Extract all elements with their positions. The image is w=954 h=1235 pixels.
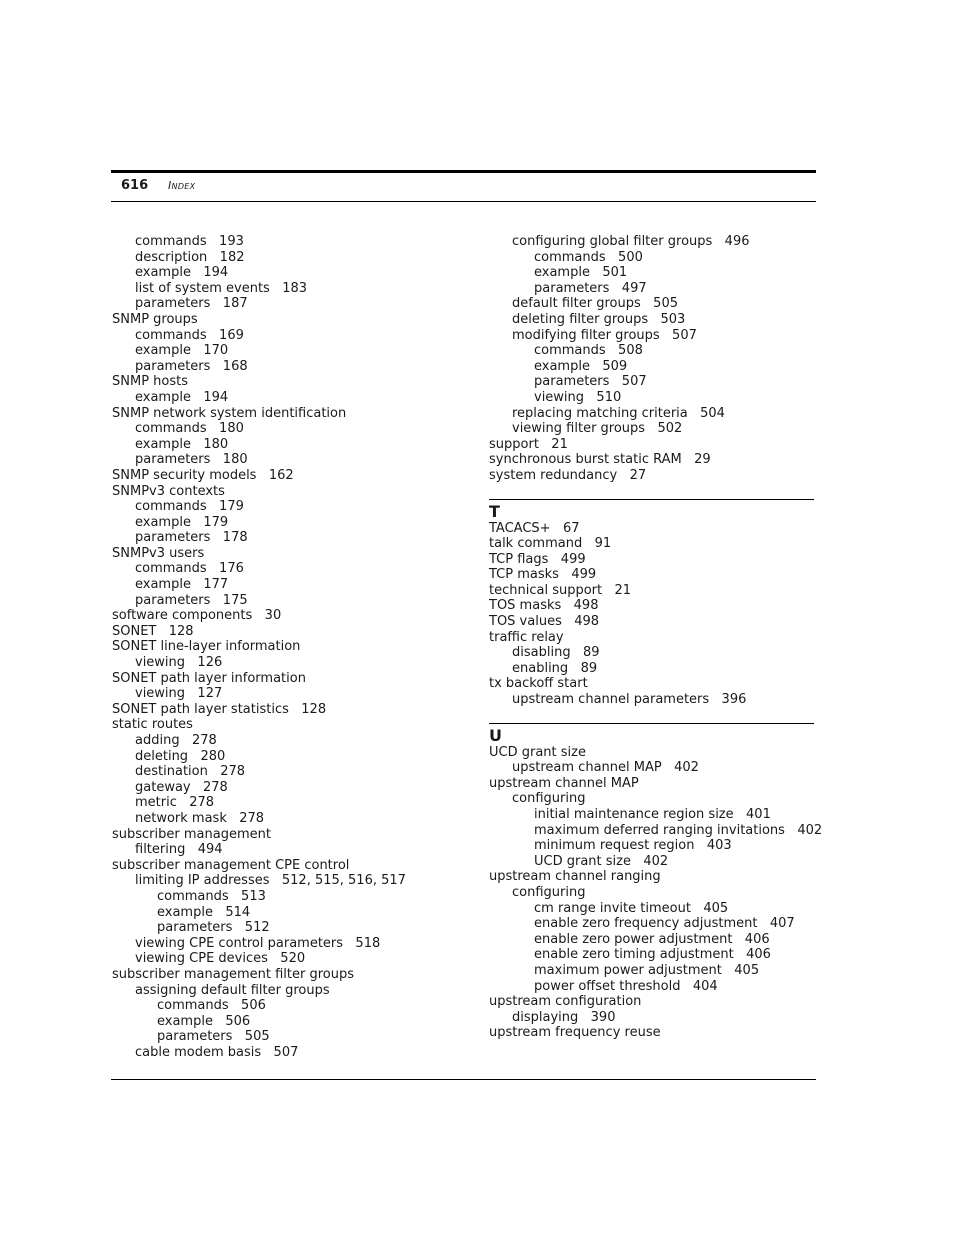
index-entry: example 179 bbox=[135, 514, 229, 530]
index-entry: parameters 512 bbox=[157, 920, 270, 936]
index-entry: initial maintenance region size 401 bbox=[534, 807, 771, 822]
index-continuation bbox=[489, 234, 829, 484]
index-column-left bbox=[112, 234, 452, 1060]
index-entry: static routes bbox=[112, 717, 193, 733]
index-entry: parameters 168 bbox=[135, 358, 248, 374]
index-entry: SONET 128 bbox=[112, 623, 194, 639]
index-entry: system redundancy 27 bbox=[489, 467, 647, 483]
index-entry: commands 169 bbox=[135, 327, 244, 343]
index-entry: enable zero power adjustment 406 bbox=[534, 931, 770, 947]
index-entry: SNMP network system identification bbox=[112, 405, 347, 421]
index-entry: software components 30 bbox=[112, 608, 282, 624]
section-divider bbox=[489, 499, 814, 500]
index-entry: power offset threshold 404 bbox=[534, 978, 718, 994]
index-entry: SNMP hosts bbox=[112, 374, 189, 390]
index-entry: upstream frequency reuse bbox=[489, 1025, 661, 1041]
index-entry: adding 278 bbox=[135, 733, 217, 748]
index-entry: parameters 175 bbox=[135, 592, 248, 608]
index-entry: SNMP security models 162 bbox=[112, 467, 294, 483]
index-entry: filtering 494 bbox=[135, 842, 223, 858]
running-head: Index bbox=[168, 179, 196, 192]
index-entry: list of system events 183 bbox=[135, 280, 308, 296]
index-entry: minimum request region 403 bbox=[534, 838, 732, 854]
index-entry: enable zero frequency adjustment 407 bbox=[534, 916, 795, 932]
index-entry: maximum power adjustment 405 bbox=[534, 962, 760, 978]
index-entry: synchronous burst static RAM 29 bbox=[489, 452, 711, 468]
page-number: 616 bbox=[121, 178, 149, 193]
index-entry: upstream configuration bbox=[489, 994, 642, 1010]
index-entry: example 170 bbox=[135, 343, 229, 359]
index-entry: UCD grant size bbox=[489, 744, 586, 760]
index-entry: traffic relay bbox=[489, 629, 564, 645]
index-entry: disabling 89 bbox=[512, 645, 600, 661]
index-entry: gateway 278 bbox=[135, 779, 228, 795]
index-entry: example 509 bbox=[534, 358, 628, 374]
index-entry: SNMPv3 contexts bbox=[112, 483, 225, 499]
index-entry: destination 278 bbox=[135, 764, 246, 780]
index-entry: commands 176 bbox=[135, 561, 244, 577]
index-entry: configuring bbox=[512, 884, 586, 900]
index-section-u bbox=[489, 723, 829, 1041]
index-entry: upstream channel ranging bbox=[489, 869, 661, 885]
index-entry: support 21 bbox=[489, 436, 568, 452]
index-entry: example 506 bbox=[157, 1013, 251, 1029]
index-entry: commands 193 bbox=[135, 234, 244, 249]
index-entry: deleting filter groups 503 bbox=[512, 311, 686, 327]
header-rule-bottom bbox=[111, 201, 816, 202]
index-entry: SONET path layer information bbox=[112, 670, 306, 686]
index-entry: viewing 127 bbox=[135, 686, 223, 702]
index-entry: limiting IP addresses 512, 515, 516, 517 bbox=[135, 873, 406, 889]
section-letter: T bbox=[489, 501, 500, 521]
index-entry: maximum deferred ranging invitations 402 bbox=[534, 822, 823, 838]
index-entry: upstream channel parameters 396 bbox=[512, 692, 747, 708]
index-entry: replacing matching criteria 504 bbox=[512, 405, 725, 421]
index-entry: parameters 187 bbox=[135, 296, 248, 312]
index-entry: viewing 126 bbox=[135, 655, 223, 671]
index-entry: TCP flags 499 bbox=[489, 551, 586, 567]
index-entry: enable zero timing adjustment 406 bbox=[534, 947, 771, 963]
index-entry: metric 278 bbox=[135, 795, 215, 811]
index-entry: commands 506 bbox=[157, 998, 266, 1014]
index-entry: example 514 bbox=[157, 904, 251, 920]
index-entry: TOS masks 498 bbox=[489, 598, 599, 614]
index-entry: viewing 510 bbox=[534, 389, 622, 405]
index-entry: parameters 178 bbox=[135, 530, 248, 546]
index-entry: network mask 278 bbox=[135, 810, 265, 826]
index-entry: example 194 bbox=[135, 389, 229, 405]
section-letter: U bbox=[489, 725, 502, 745]
index-entry: assigning default filter groups bbox=[135, 982, 330, 998]
index-entry: example 180 bbox=[135, 436, 229, 452]
index-entry: SONET path layer statistics 128 bbox=[112, 701, 327, 717]
index-entry: viewing CPE control parameters 518 bbox=[135, 935, 381, 951]
index-entry: example 501 bbox=[534, 265, 628, 281]
index-entry: displaying 390 bbox=[512, 1009, 616, 1025]
index-entry: modifying filter groups 507 bbox=[512, 327, 697, 343]
index-section-t bbox=[489, 499, 829, 708]
index-entry: parameters 505 bbox=[157, 1029, 270, 1045]
index-entry: SNMPv3 users bbox=[112, 545, 205, 561]
index-entry: cm range invite timeout 405 bbox=[534, 900, 729, 916]
index-entry: subscriber management bbox=[112, 826, 271, 842]
index-entry: enabling 89 bbox=[512, 660, 598, 676]
index-entry: subscriber management filter groups bbox=[112, 966, 354, 982]
index-entry: viewing CPE devices 520 bbox=[135, 951, 306, 967]
section-divider bbox=[489, 723, 814, 724]
index-entry: upstream channel MAP bbox=[489, 775, 639, 791]
index-entry: upstream channel MAP 402 bbox=[512, 760, 699, 776]
index-entry: commands 179 bbox=[135, 499, 244, 515]
index-entry: example 177 bbox=[135, 577, 229, 593]
index-entry: SNMP groups bbox=[112, 311, 198, 327]
footer-rule bbox=[111, 1079, 816, 1080]
index-entry: commands 500 bbox=[534, 249, 643, 265]
index-entry: cable modem basis 507 bbox=[135, 1044, 299, 1060]
index-entry: parameters 507 bbox=[534, 374, 647, 390]
index-entry: TACACS+ 67 bbox=[489, 520, 580, 536]
index-entry: deleting 280 bbox=[135, 748, 226, 764]
index-entry: technical support 21 bbox=[489, 582, 632, 598]
index-entry: TCP masks 499 bbox=[489, 567, 597, 583]
header-rule-top bbox=[111, 170, 816, 173]
index-entry: configuring global filter groups 496 bbox=[512, 234, 750, 249]
index-entry: TOS values 498 bbox=[489, 614, 600, 630]
index-entry: parameters 180 bbox=[135, 452, 248, 468]
index-entry: subscriber management CPE control bbox=[112, 857, 350, 873]
index-entry: UCD grant size 402 bbox=[534, 853, 669, 869]
index-entry: viewing filter groups 502 bbox=[512, 421, 683, 437]
index-entry: parameters 497 bbox=[534, 280, 647, 296]
index-entry: configuring bbox=[512, 791, 586, 807]
index-entry: commands 508 bbox=[534, 343, 643, 359]
index-entry: tx backoff start bbox=[489, 676, 588, 692]
index-entry: description 182 bbox=[135, 249, 245, 265]
index-entry: commands 513 bbox=[157, 888, 266, 904]
index-entry: default filter groups 505 bbox=[512, 296, 678, 312]
index-entry: talk command 91 bbox=[489, 536, 612, 552]
section-entries bbox=[489, 745, 829, 1041]
index-entry: example 194 bbox=[135, 265, 229, 281]
index-entry: SONET line-layer information bbox=[112, 639, 301, 655]
section-entries bbox=[489, 521, 829, 708]
index-entry: commands 180 bbox=[135, 421, 244, 437]
index-column-right bbox=[489, 234, 829, 1041]
